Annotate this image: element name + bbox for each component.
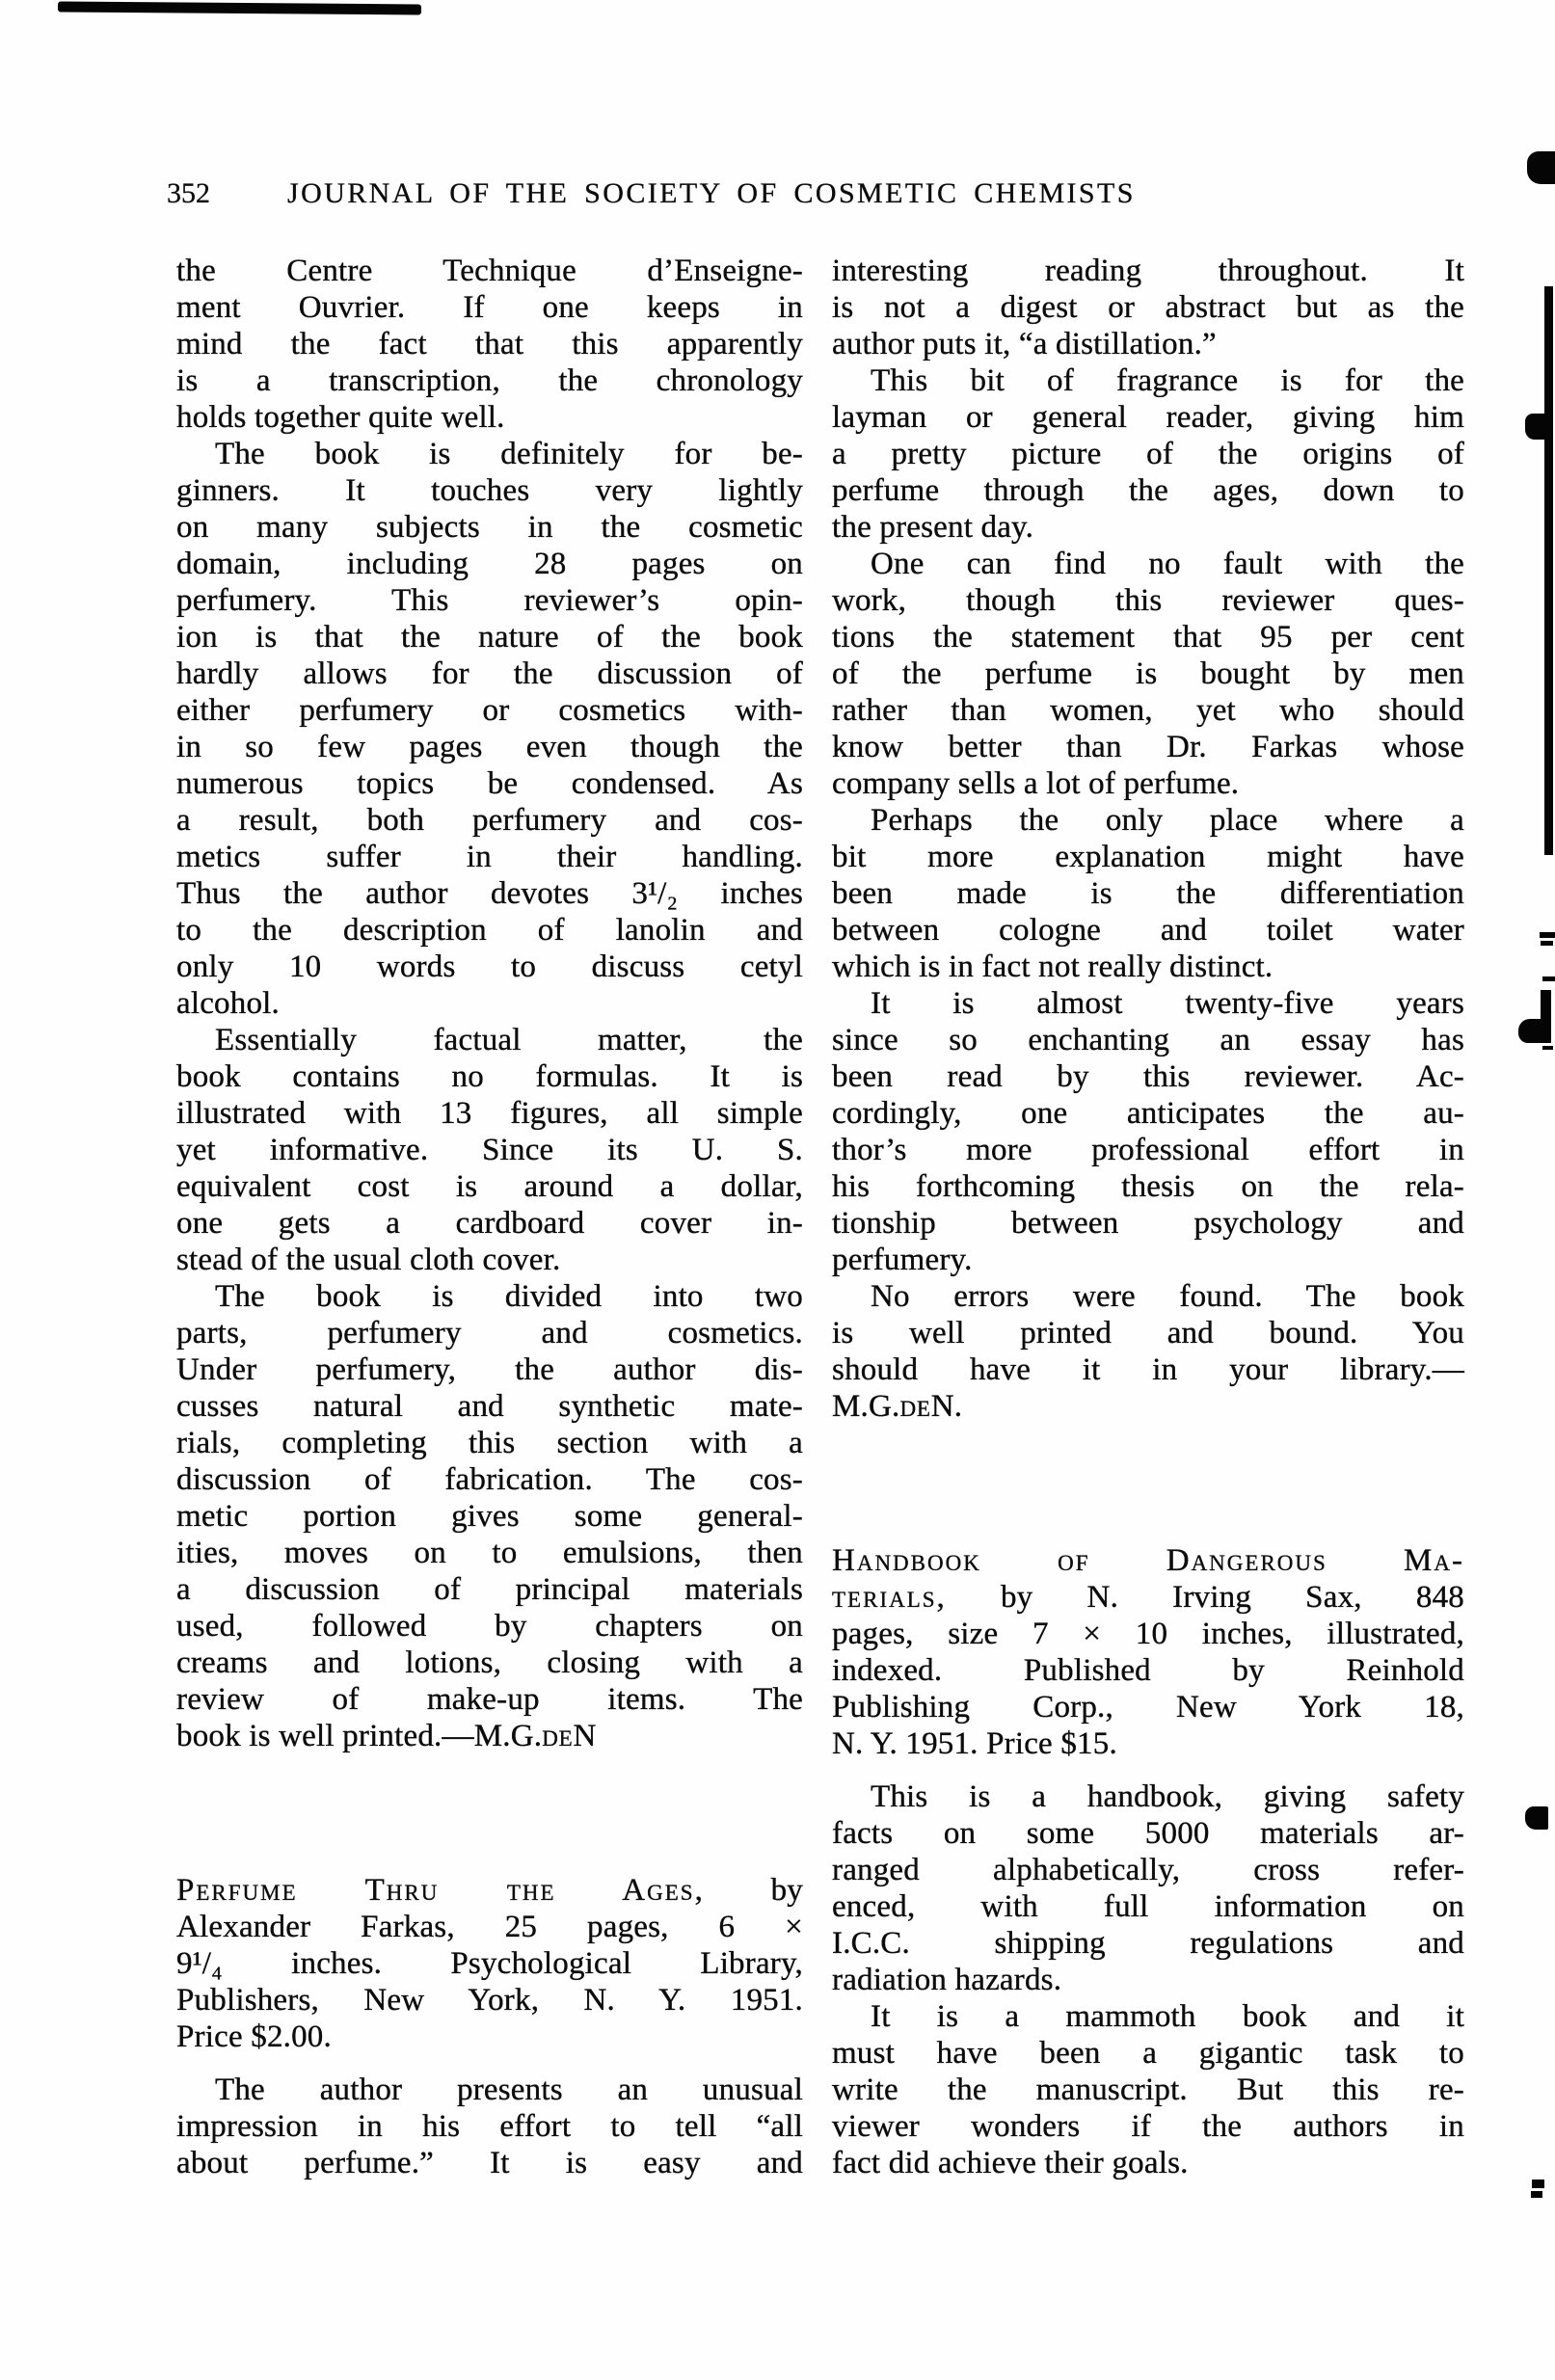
review-paragraph-factual [176, 1022, 803, 1278]
text-line: This bit of fragrance is for the [871, 363, 1464, 398]
review-paragraph-handbook [832, 1778, 1464, 1998]
text-line: book is well printed.—M.G.deN [176, 1719, 597, 1753]
text-line: tions the statement that 95 per cent [832, 620, 1464, 655]
review-paragraph-beginners [176, 436, 803, 1022]
text-line: on many subjects in the cosmetic [176, 510, 803, 545]
text-line: of the perfume is bought by men [832, 656, 1464, 691]
text-line [832, 1542, 1464, 1579]
text-line: book contains no formulas. It is [176, 1059, 803, 1094]
text-line: impression in his effort to tell “all [176, 2109, 803, 2144]
text-line: tionship between psychology and [832, 1206, 1464, 1241]
scan-artifact-right-blob-low [1525, 1806, 1548, 1830]
text-line: a discussion of principal materials [176, 1572, 803, 1607]
text-line: mind the fact that this apparently [176, 327, 803, 361]
scan-artifact-dash-1 [1542, 976, 1555, 981]
text-line: cusses natural and synthetic mate- [176, 1389, 803, 1424]
text-line: rials, completing this section with a [176, 1426, 803, 1460]
right-column [832, 253, 1464, 2181]
text-line: layman or general reader, giving him [832, 400, 1464, 435]
text-line: bit more explanation might have [832, 840, 1464, 874]
scan-artifact-right-bar-tab [1525, 414, 1546, 440]
text-line: discussion of fabrication. The cos- [176, 1462, 803, 1497]
text-line: radiation hazards. [832, 1963, 1062, 1997]
scan-artifact-colon-top [1532, 2179, 1544, 2188]
text-line: know better than Dr. Farkas whose [832, 730, 1464, 764]
text-line: must have been a gigantic task to [832, 2036, 1464, 2071]
text-line: cordingly, one anticipates the au- [832, 1096, 1464, 1131]
review-paragraph-no-errors [832, 1278, 1464, 1425]
text-line: a result, both perfumery and cos- [176, 803, 803, 838]
text-line: fact did achieve their goals. [832, 2146, 1189, 2180]
text-line: ment Ouvrier. If one keeps in [176, 290, 803, 325]
text-line: either perfumery or cosmetics with- [176, 693, 803, 728]
continuation-paragraph [832, 253, 1464, 362]
text-line: Publishing Corp., New York 18, [832, 1690, 1464, 1725]
text-line: It is almost twenty-five years [871, 986, 1464, 1021]
scan-artifact-thick-bar [1541, 990, 1551, 1020]
text-line: 9¹/₄ inches. Psychological Library, [176, 1946, 803, 1981]
text-line: been made is the differentiation [832, 876, 1464, 911]
review-paragraph-fragrance [832, 362, 1464, 546]
text-line: used, followed by chapters on [176, 1609, 803, 1644]
text-line: Price $2.00. [176, 2019, 332, 2054]
text-line: This is a handbook, giving safety [871, 1779, 1464, 1814]
text-line: interesting reading throughout. It [832, 254, 1464, 288]
text-line: parts, perfumery and cosmetics. [176, 1316, 803, 1350]
text-line: company sells a lot of perfume. [832, 766, 1240, 801]
text-line: hardly allows for the discussion of [176, 656, 803, 691]
text-line: yet informative. Since its U. S. [176, 1133, 803, 1167]
text-line: Thus the author devotes 3¹/₂ inches [176, 876, 803, 911]
text-line: The book is definitely for be- [215, 437, 803, 471]
text-line: indexed. Published by Reinhold [832, 1653, 1464, 1688]
text-line: rather than women, yet who should [832, 693, 1464, 728]
scan-artifact-right-bar [1544, 286, 1553, 855]
small-caps-text: Handbook of Dangerous Ma- [832, 1543, 1464, 1578]
text-line: stead of the usual cloth cover. [176, 1243, 561, 1277]
scan-artifact-top-line [58, 2, 421, 15]
text-line: Essentially factual matter, the [215, 1023, 803, 1057]
text-line: terials, by N. Irving Sax, 848 [832, 1580, 1464, 1615]
scan-artifact-colon-bottom [1531, 2191, 1542, 2198]
text-line: numerous topics be condensed. As [176, 766, 803, 801]
review-paragraph-structure [176, 1278, 803, 1754]
text-line: is not a digest or abstract but as the [832, 290, 1464, 325]
text-line: It is a mammoth book and it [871, 1999, 1464, 2034]
text-line: N. Y. 1951. Price $15. [832, 1726, 1117, 1761]
text-line: work, though this reviewer ques- [832, 583, 1464, 618]
review-paragraph-essay [832, 985, 1464, 1278]
text-line: which is in fact not really distinct. [832, 949, 1273, 984]
text-line: No errors were found. The book [871, 1279, 1464, 1314]
text-line: is well printed and bound. You [832, 1316, 1464, 1350]
text-line: a pretty picture of the origins of [832, 437, 1464, 471]
listing-handbook-dangerous-materials [832, 1542, 1464, 1762]
review-paragraph-explanation [832, 802, 1464, 985]
text-line: only 10 words to discuss cetyl [176, 949, 803, 984]
text-line: alcohol. [176, 986, 280, 1021]
text-line: Perfume Thru the Ages, by [176, 1873, 803, 1908]
text-line: Alexander Farkas, 25 pages, 6 × [176, 1910, 803, 1944]
text-line: perfume through the ages, down to [832, 473, 1464, 508]
text-line: is a transcription, the chronology [176, 363, 803, 398]
text-line: I.C.C. shipping regulations and [832, 1926, 1464, 1961]
text-line: viewer wonders if the authors in [832, 2109, 1464, 2144]
text-line: metics suffer in their handling. [176, 840, 803, 874]
text-line: The book is divided into two [215, 1279, 803, 1314]
text-line: his forthcoming thesis on the rela- [832, 1169, 1464, 1204]
text-line: to the description of lanolin and [176, 913, 803, 948]
text-line: about perfume.” It is easy and [176, 2146, 803, 2180]
text-line: since so enchanting an essay has [832, 1023, 1464, 1057]
text-line: The author presents an unusual [215, 2072, 803, 2107]
text-line: Perhaps the only place where a [871, 803, 1464, 838]
review-paragraph-author-presents [176, 2072, 803, 2181]
page-content [176, 253, 1464, 2181]
text-line: review of make-up items. The [176, 1682, 803, 1717]
page-number: 352 [167, 177, 210, 209]
scan-artifact-right-blob-top [1527, 151, 1555, 184]
text-line: M.G.deN. [832, 1389, 963, 1424]
text-line: the present day. [832, 510, 1034, 545]
text-line: One can find no fault with the [871, 547, 1464, 581]
text-line: domain, including 28 pages on [176, 547, 803, 581]
text-line: been read by this reviewer. Ac- [832, 1059, 1464, 1094]
text-line: in so few pages even though the [176, 730, 803, 764]
text-line: perfumery. This reviewer’s opin- [176, 583, 803, 618]
text-line: holds together quite well. [176, 400, 505, 435]
text-line: equivalent cost is around a dollar, [176, 1169, 803, 1204]
left-column [176, 253, 803, 2181]
review-paragraph-mammoth [832, 1998, 1464, 2181]
continuation-paragraph [176, 253, 803, 436]
text-line: ginners. It touches very lightly [176, 473, 803, 508]
listing-perfume-thru-the-ages [176, 1872, 803, 2055]
small-caps-text: de [542, 1719, 574, 1753]
scan-artifact-dash-2 [1542, 1046, 1553, 1050]
text-line: Publishers, New York, N. Y. 1951. [176, 1983, 803, 2018]
review-paragraph-no-fault [832, 546, 1464, 802]
text-line: pages, size 7 × 10 inches, illustrated, [832, 1617, 1464, 1651]
text-line: write the manuscript. But this re- [832, 2072, 1464, 2107]
text-line: one gets a cardboard cover in- [176, 1206, 803, 1241]
text-line: between cologne and toilet water [832, 913, 1464, 948]
text-line: ranged alphabetically, cross refer- [832, 1853, 1464, 1887]
text-line: should have it in your library.— [832, 1352, 1464, 1387]
text-line: illustrated with 13 figures, all simple [176, 1096, 803, 1131]
scan-artifact-equals-top [1540, 932, 1555, 938]
text-line: author puts it, “a distillation.” [832, 327, 1217, 361]
scan-artifact-right-blob-mid [1518, 1019, 1551, 1043]
text-line: creams and lotions, closing with a [176, 1645, 803, 1680]
text-line: ities, moves on to emulsions, then [176, 1536, 803, 1570]
text-line: the Centre Technique d’Enseigne- [176, 254, 803, 288]
text-line: ion is that the nature of the book [176, 620, 803, 655]
small-caps-text: terials, [832, 1580, 947, 1615]
text-line: enced, with full information on [832, 1889, 1464, 1924]
text-line: Under perfumery, the author dis- [176, 1352, 803, 1387]
text-line: perfumery. [832, 1243, 973, 1277]
journal-title: JOURNAL OF THE SOCIETY OF COSMETIC CHEMISTS [287, 177, 1136, 209]
scan-artifact-equals-bottom [1541, 941, 1553, 946]
text-line: metic portion gives some general- [176, 1499, 803, 1534]
text-line: thor’s more professional effort in [832, 1133, 1464, 1167]
small-caps-text: de [899, 1389, 931, 1424]
text-line: facts on some 5000 materials ar- [832, 1816, 1464, 1851]
small-caps-text: Perfume Thru the Ages, [176, 1873, 705, 1908]
